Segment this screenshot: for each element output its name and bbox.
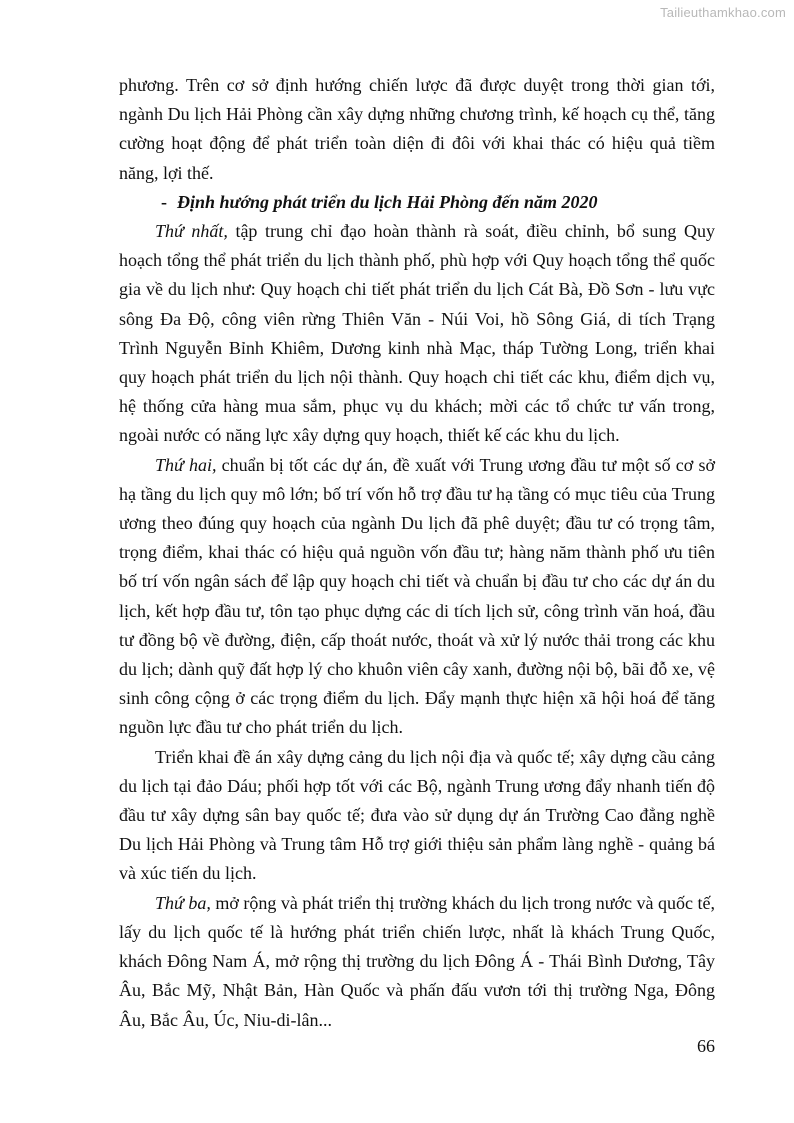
- paragraph-lead-third: Thứ ba,: [155, 892, 211, 913]
- paragraph-first: [119, 217, 715, 451]
- paragraph-lead-second: Thứ hai,: [155, 454, 217, 475]
- paragraph-text: chuẩn bị tốt các dự án, đề xuất với Trung ương đầu tư một số cơ sở hạ tầng du lịch quy mô lớn; bố trí vốn hỗ trợ đầu tư hạ tầng có mục tiêu của Trung ương theo đúng quy hoạch của ngành Du lịch đã phê duyệt; đầu tư có trọng tâm, trọng điểm, khai thác có hiệu quả nguồn vốn đầu tư; hàng năm thành phố ưu tiên bố trí vốn ngân sách để lập quy hoạch chi tiết và chuẩn bị đầu tư cho các dự án du lịch, kết hợp đầu tư, tôn tạo phục dựng các di tích lịch sử, công trình văn hoá, đầu tư đồng bộ về đường, điện, cấp thoát nước, thoát và xử lý nước thải trong các khu du lịch; dành quỹ đất hợp lý cho khuôn viên cây xanh, đường nội bộ, bãi đỗ xe, vệ sinh công cộng ở các trọng điểm du lịch. Đẩy mạnh thực hiện xã hội hoá để tăng nguồn lực đầu tư cho phát triển du lịch.: [119, 454, 715, 738]
- paragraph-lead-first: Thứ nhất,: [155, 221, 228, 242]
- document-body: [119, 71, 715, 1035]
- paragraph-ports: Triển khai đề án xây dựng cảng du lịch nội địa và quốc tế; xây dựng cầu cảng du lịch tại đảo Dáu; phối hợp tốt với các Bộ, ngành Trung ương đẩy nhanh tiến độ đầu tư xây dựng sân bay quốc tế; đưa vào sử dụng dự án Trường Cao đẳng nghề Du lịch Hải Phòng và Trung tâm Hỗ trợ giới thiệu sản phẩm làng nghề - quảng bá và xúc tiến du lịch.: [119, 746, 715, 884]
- watermark: Tailieuthamkhao.com: [660, 5, 786, 20]
- heading-text: Định hướng phát triển du lịch Hải Phòng đến năm 2020: [177, 191, 598, 212]
- section-heading: [119, 188, 715, 217]
- page-number: 66: [697, 1036, 715, 1056]
- paragraph-text: mở rộng và phát triển thị trường khách du lịch trong nước và quốc tế, lấy du lịch quốc tế là hướng phát triển chiến lược, nhất là khách Trung Quốc, khách Đông Nam Á, mở rộng thị trường du lịch Đông Á - Thái Bình Dương, Tây Âu, Bắc Mỹ, Nhật Bản, Hàn Quốc và phấn đấu vươn tới thị trường Nga, Đông Âu, Bắc Âu, Úc, Niu-di-lân...: [119, 892, 715, 1030]
- paragraph-second: [119, 451, 715, 743]
- paragraph-text: tập trung chỉ đạo hoàn thành rà soát, điều chỉnh, bổ sung Quy hoạch tổng thể phát triển du lịch thành phố, phù hợp với Quy hoạch tổng thể quốc gia về du lịch như: Quy hoạch chi tiết phát triển du lịch Cát Bà, Đồ Sơn - lưu vực sông Đa Độ, công viên rừng Thiên Văn - Núi Voi, hồ Sông Giá, di tích Trạng Trình Nguyễn Bỉnh Khiêm, Dương kinh nhà Mạc, tháp Tường Long, triển khai quy hoạch phát triển du lịch nội thành. Quy hoạch chi tiết các khu, điểm dịch vụ, hệ thống cửa hàng mua sắm, phục vụ du khách; mời các tổ chức tư vấn trong, ngoài nước có năng lực xây dựng quy hoạch, thiết kế các khu du lịch.: [119, 221, 715, 446]
- paragraph-continuation: phương. Trên cơ sở định hướng chiến lược đã được duyệt trong thời gian tới, ngành Du lịch Hải Phòng cần xây dựng những chương trình, kế hoạch cụ thể, tăng cường hoạt động để phát triển toàn diện đi đôi với khai thác có hiệu quả tiềm năng, lợi thế.: [119, 75, 715, 183]
- heading-dash: -: [161, 191, 167, 212]
- paragraph-third: [119, 889, 715, 1035]
